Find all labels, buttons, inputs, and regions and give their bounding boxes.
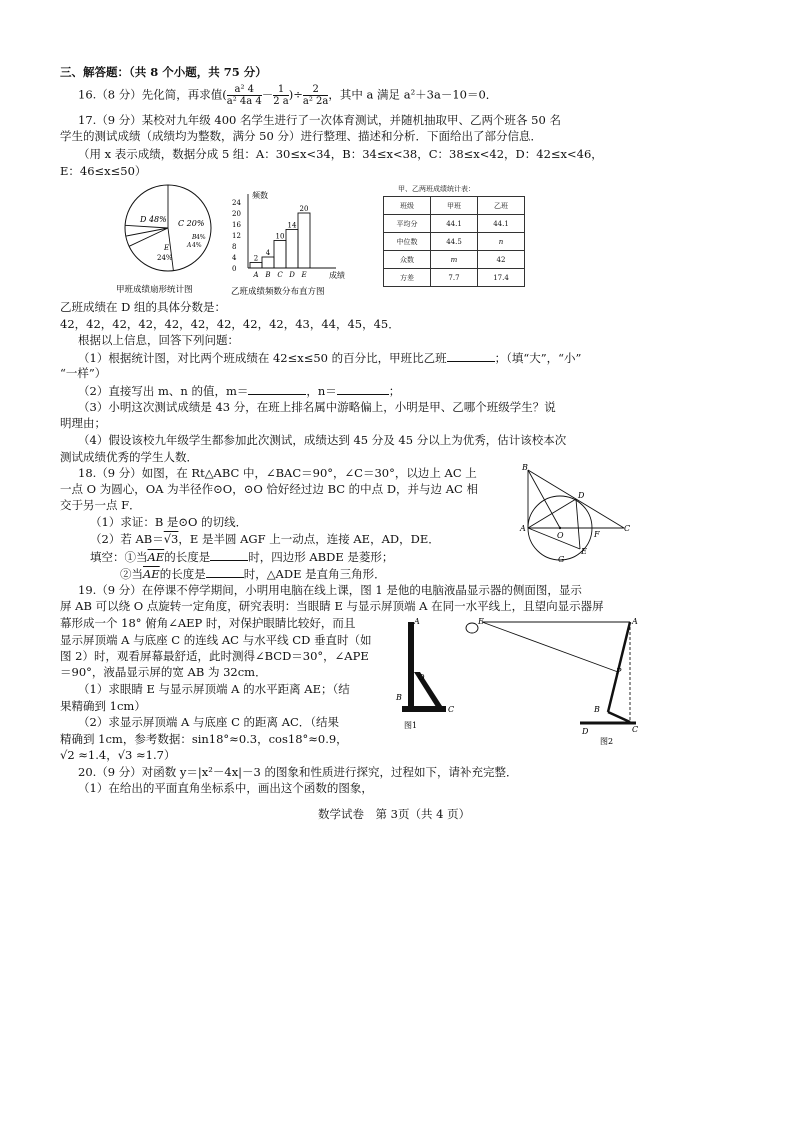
q17-part-4-cont: 测试成绩优秀的学生人数．	[60, 450, 198, 464]
hist-bar-a	[250, 263, 262, 269]
eye-icon	[466, 623, 478, 633]
q19-part-2: （2）求显示屏顶端 A 与底座 C 的距离 AC．（结果	[78, 715, 340, 729]
table-header-row	[384, 197, 525, 215]
label-o: O	[557, 531, 564, 540]
table-row	[384, 269, 525, 287]
label-d: D	[578, 491, 585, 500]
segment-de	[576, 499, 580, 549]
table-cell: 众数	[384, 251, 431, 269]
q17-part-3: （3）小明这次测试成绩是 43 分，在班上排名属中游略偏上，小明是甲、乙哪个班级学生？说	[78, 400, 556, 414]
hist-value-label: 20	[299, 205, 309, 213]
label-e: E	[581, 547, 587, 556]
q16-fraction-1: $\frac{\text{a² 4}}{\text{a² 4a 4}}$	[226, 84, 262, 107]
table-header: 班级	[384, 197, 431, 215]
fig2-label-b: B	[594, 705, 600, 714]
hist-ytick-label: 16	[232, 221, 241, 229]
q20-line-2: （1）在给出的平面直角坐标系中，画出这个函数的图象，	[78, 781, 373, 795]
histogram	[228, 190, 360, 298]
table-header: 甲班	[431, 197, 478, 215]
table-cell: 44.1	[431, 215, 478, 233]
q19-part-2-cont: 精确到 1cm，参考数据：sin18°≈0.3，cos18°≈0.9，	[60, 732, 348, 746]
label-a: A	[520, 524, 526, 533]
hist-ylabel: 频数	[252, 191, 268, 200]
q19-part-2-cont-2: √2 ≈1.4，√3 ≈1.7）	[60, 748, 176, 762]
fig1-label-b: B	[396, 693, 402, 702]
q17-part-3-cont: 明理由；	[60, 416, 106, 430]
q19-line-2: 屏 AB 可以绕 O 点旋转一定角度，研究表明：当眼睛 E 与显示屏顶端 A 在同一水平线上，且望向显示器屏	[60, 599, 604, 613]
fig2-label-e: E	[478, 617, 484, 626]
hist-value-label: 4	[265, 249, 271, 257]
point-o	[559, 527, 561, 529]
q17-line-3: （用 x 表示成绩，数据分成 5 组：A：30≤x<34，B：34≤x<38，C：38≤x<42，D：42≤x<46，	[78, 147, 603, 161]
q18-part-1: （1）求证：B 是⊙O 的切线．	[90, 515, 248, 529]
answer-blank-n[interactable]	[337, 382, 389, 395]
answer-blank[interactable]	[447, 349, 495, 362]
fig2-label-d: D	[582, 727, 589, 736]
hist-ytick-label: 12	[232, 232, 241, 240]
hist-bar-c	[274, 241, 286, 269]
hist-bar-d	[286, 230, 298, 269]
q19-figure-2	[460, 612, 646, 746]
page-footer: 数学试卷 第 3页（共 4 页）	[318, 807, 471, 821]
hist-category-label: A	[253, 271, 259, 279]
pie-label-c: C 20%	[178, 219, 205, 228]
label-b: B	[522, 463, 528, 472]
q17-line-1: 17.（9 分）某校对九年级 400 名学生进行了一次体育测试，并随机抽取甲、乙两个班各 50 名	[78, 113, 561, 127]
hist-category-label: D	[289, 271, 295, 279]
hist-value-label: 10	[275, 232, 285, 241]
fig2-label-c: C	[632, 725, 639, 734]
table-cell: 44.5	[431, 233, 478, 251]
q16-prefix: 16.（8 分）先化简，再求值(	[78, 87, 227, 102]
screen-ab	[408, 622, 414, 708]
q19-line-3: 幕形成一个 18° 俯角∠AEP 时，对保护眼睛比较好，而且	[60, 616, 356, 630]
table-cell: n	[478, 233, 525, 251]
pie-chart	[110, 184, 230, 296]
q19-line-5: 图 2）时，观看屏幕最舒适，此时测得∠BCD＝30°，∠APE	[60, 649, 369, 663]
pie-label-a-pct: 4%	[192, 242, 202, 249]
answer-blank[interactable]	[210, 548, 248, 561]
hist-bar-e	[298, 213, 310, 268]
pie-label-e: E	[164, 244, 170, 252]
q17-part-2: （2）直接写出 m、n 的值，m＝ ，n＝ ；	[78, 384, 401, 398]
fig2-label-a: A	[632, 617, 638, 626]
table-cell: 中位数	[384, 233, 431, 251]
hist-value-label: 14	[287, 221, 297, 230]
table-row	[384, 233, 525, 251]
line-ep	[482, 622, 618, 672]
hist-bar-b	[262, 257, 274, 268]
answer-blank-m[interactable]	[248, 382, 306, 395]
hist-category-label: C	[277, 271, 283, 279]
pie-label-b: B	[192, 234, 197, 241]
q18-geometry-figure	[518, 462, 636, 564]
table-cell: m	[431, 251, 478, 269]
table-cell: 方差	[384, 269, 431, 287]
q17-d-intro: 乙班成绩在 D 组的具体分数是：	[60, 300, 227, 314]
q18-line-3: 交于另一点 F．	[60, 498, 141, 512]
fig1-label-a: A	[414, 617, 420, 626]
pie-label-e-pct: 24%	[157, 254, 173, 262]
hist-xlabel: 成绩	[329, 271, 345, 280]
table-header: 乙班	[478, 197, 525, 215]
fig1-label-o: O	[418, 673, 425, 682]
table-cell: 17.4	[478, 269, 525, 287]
label-f: F	[594, 530, 600, 539]
q17-line-4: E：46≤x≤50）	[60, 164, 147, 178]
label-c: C	[624, 524, 631, 533]
table-row	[384, 251, 525, 269]
q18-fill-2: ②当$\overline{AE}$的长度是 时，△ADE 是直角三角形．	[120, 567, 386, 581]
q19-line-6: ＝90°，液晶显示屏的宽 AB 为 32cm．	[60, 665, 267, 679]
fig2-caption: 图2	[600, 737, 614, 746]
q19-line-4: 显示屏顶端 A 与底座 C 的连线 AC 与水平线 CD 垂直时（如	[60, 633, 372, 647]
stand-bc-line	[608, 712, 630, 722]
q17-part-1: （1）根据统计图，对比两个班成绩在 42≤x≤50 的百分比，甲班比乙班 ；（填“大”，“小”	[78, 351, 582, 365]
hist-value-label: 2	[253, 254, 259, 263]
q18-fill-1: 填空：①当$\overline{AE}$的长度是 时，四边形 ABDE 是菱形；	[90, 550, 394, 564]
pie-label-d: D 48%	[140, 215, 167, 224]
fig1-label-c: C	[448, 705, 455, 714]
question-16: 16.（8 分）先化简，再求值( $\frac{\text{a² 4}}{\text{a² 4a 4}}$ － $\frac{1}{2 a}$ )÷ $\frac{2}{\text{a² 2a}}$ ，其中 a 满足 a²＋3a－10＝0．	[78, 84, 498, 107]
q19-part-1: （1）求眼睛 E 与显示屏顶端 A 的水平距离 AE；（结	[78, 682, 350, 696]
pie-label-b-pct: 4%	[196, 234, 206, 241]
table-cell: 42	[478, 251, 525, 269]
q17-d-scores: 42，42，42，42，42，42，42，42，42，43，44，45，45．	[60, 317, 400, 331]
section-title: 三、解答题：（共 8 个小题，共 75 分）	[60, 65, 267, 79]
segment-bo	[528, 470, 560, 528]
q17-line-2: 学生的测试成绩（成绩均为整数，满分 50 分）进行整理、描述和分析．下面给出了部分信息．	[60, 129, 542, 143]
fig1-caption: 图1	[404, 721, 418, 730]
hist-category-label: B	[265, 271, 271, 279]
pie-label-a: A	[187, 242, 192, 249]
stats-table	[383, 196, 525, 287]
table-cell: 7.7	[431, 269, 478, 287]
hist-ytick-label: 4	[232, 254, 237, 262]
stats-table-title: 甲、乙两班成绩统计表：	[398, 185, 475, 193]
hist-caption: 乙班成绩频数分布直方图	[231, 287, 325, 297]
pie-caption: 甲班成绩扇形统计图	[116, 285, 193, 295]
fig2-label-p: P	[616, 667, 622, 676]
q18-part-2: （2）若 AB＝√3，E 是半圆 AGF 上一动点，连接 AE，AD，DE．	[90, 532, 440, 546]
stand-base	[402, 706, 446, 712]
answer-blank[interactable]	[206, 565, 244, 578]
q19-line-1: 19.（9 分）在停课不停学期间，小明用电脑在线上课，图 1 是他的电脑液晶显示器的侧面图，显示	[78, 583, 582, 597]
q19-part-1-cont: 果精确到 1cm）	[60, 699, 146, 713]
q17-part-1-cont: “一样”）	[60, 366, 107, 380]
q17-info: 根据以上信息，回答下列问题：	[78, 333, 239, 347]
q20-line-1: 20.（9 分）对函数 y＝|x²－4x|－3 的图象和性质进行探究，过程如下，请补充完整．	[78, 765, 518, 779]
q16-fraction-3: $\frac{2}{\text{a² 2a}}$	[302, 84, 329, 107]
hist-category-label: E	[301, 271, 307, 279]
q18-line-1: 18.（9 分）如图，在 Rt△ABC 中，∠BAC＝90°，∠C＝30°，以边上 AC 上	[78, 466, 477, 480]
q19-figure-1	[394, 614, 456, 734]
hist-ytick-label: 0	[232, 265, 237, 273]
q18-line-2: 一点 O 为圆心，OA 为半径作⊙O，⊙O 恰好经过边 BC 的中点 D，并与边 AC 相	[60, 482, 478, 496]
table-cell: 平均分	[384, 215, 431, 233]
hist-ytick-label: 8	[232, 243, 237, 251]
label-g: G	[558, 555, 565, 564]
q17-part-4: （4）假设该校九年级学生都参加此次测试，成绩达到 45 分及 45 分以上为优秀，估计该校本次	[78, 433, 567, 447]
table-cell: 44.1	[478, 215, 525, 233]
hist-ytick-label: 24	[232, 199, 241, 207]
hist-ytick-label: 20	[232, 210, 241, 218]
segment-ae	[528, 528, 580, 549]
table-row	[384, 215, 525, 233]
q16-fraction-2: $\frac{1}{2 a}$	[273, 84, 289, 107]
